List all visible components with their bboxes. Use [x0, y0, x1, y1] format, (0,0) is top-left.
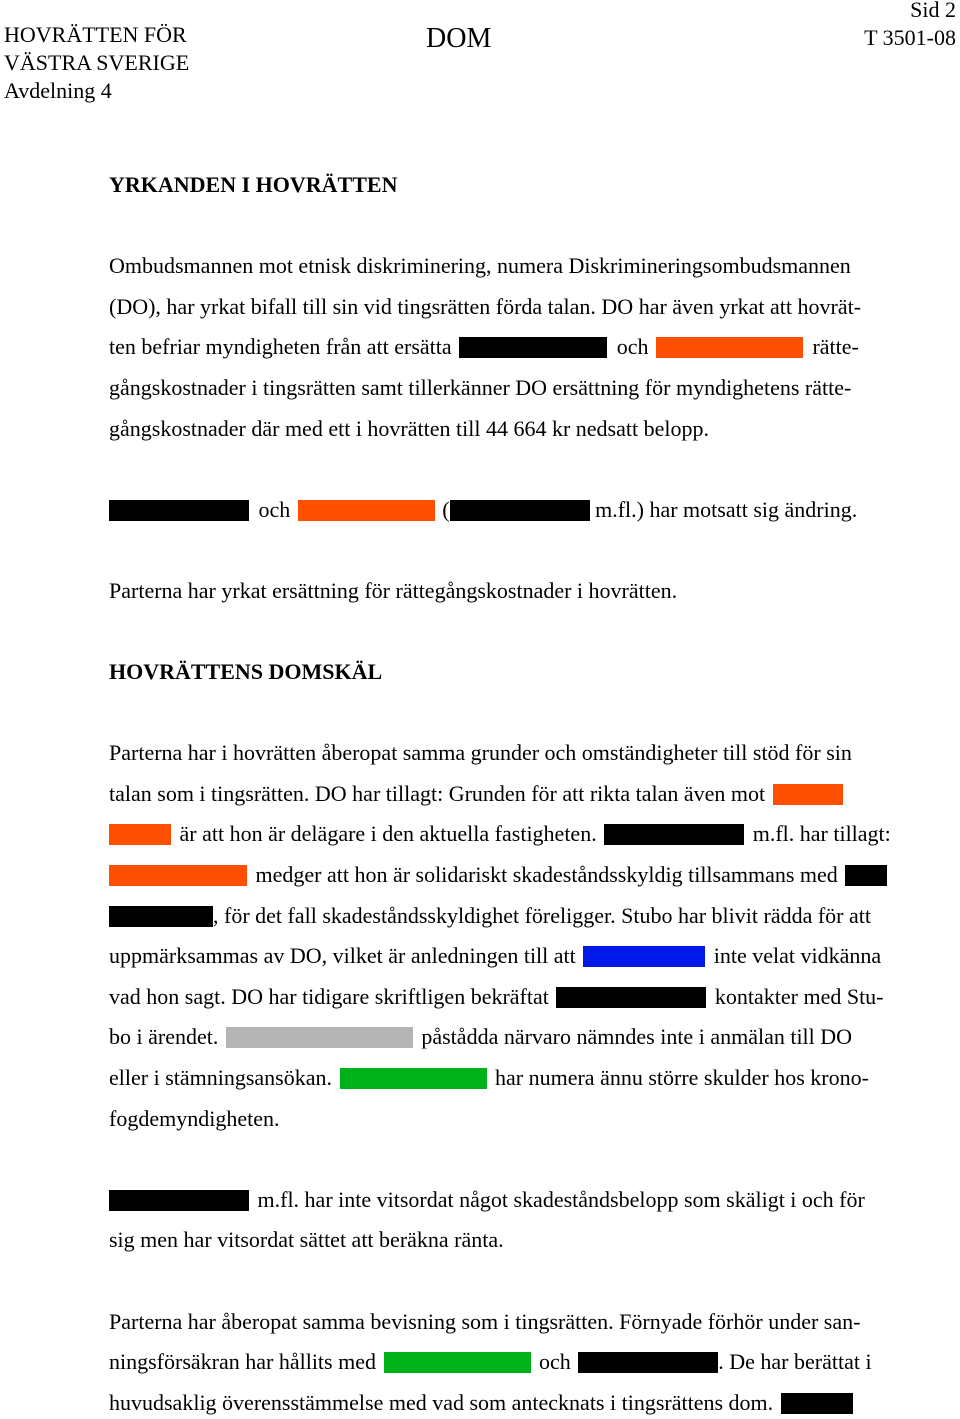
- redaction-black: [109, 906, 213, 927]
- text-fragment: och: [539, 1349, 571, 1374]
- text-fragment: uppmärksammas av DO, vilket är anledningen till att: [109, 943, 576, 968]
- text-fragment: och: [258, 497, 291, 522]
- page-number: Sid 2: [910, 0, 956, 22]
- redaction-gray: [226, 1027, 413, 1048]
- text-fragment: är att hon är delägare i den aktuella fastigheten.: [179, 821, 597, 846]
- text-fragment: m.fl. har tillagt:: [752, 821, 891, 846]
- redaction-black: [109, 1190, 249, 1211]
- text-line: [109, 983, 884, 1011]
- text-fragment: ningsförsäkran har hållits med: [109, 1349, 376, 1374]
- text-line: [109, 820, 891, 848]
- redaction-black: [845, 865, 887, 886]
- reasons-heading: HOVRÄTTENS DOMSKÄL: [109, 659, 383, 684]
- text-line: [109, 902, 871, 930]
- text-line: [109, 1064, 869, 1092]
- redaction-blue: [583, 946, 705, 967]
- text-line: gångskostnader i tingsrätten samt tillerkänner DO ersättning för myndighetens rätte-: [109, 375, 852, 400]
- text-fragment: m.fl.) har motsatt sig ändring.: [595, 497, 858, 522]
- text-line: Parterna har yrkat ersättning för rättegångskostnader i hovrätten.: [109, 578, 678, 603]
- text-line: [109, 1389, 853, 1417]
- text-line: [109, 496, 857, 524]
- redaction-orange: [109, 865, 247, 886]
- redaction-black: [556, 987, 706, 1008]
- redaction-black: [781, 1393, 853, 1414]
- redaction-orange: [109, 824, 171, 845]
- text-fragment: eller i stämningsansökan.: [109, 1065, 333, 1090]
- text-line: [109, 333, 859, 361]
- redaction-orange: [773, 784, 843, 805]
- text-line: fogdemyndigheten.: [109, 1106, 280, 1131]
- text-fragment: och: [616, 334, 649, 359]
- redaction-black: [450, 500, 590, 521]
- text-line: Parterna har åberopat samma bevisning som i tingsrätten. Förnyade förhör under san-: [109, 1309, 861, 1334]
- text-fragment: medger att hon är solidariskt skadeståndsskyldig tillsammans med: [255, 862, 838, 887]
- redaction-black: [459, 337, 607, 358]
- text-fragment: huvudsaklig överensstämmelse med vad som antecknats i tingsrättens dom.: [109, 1390, 774, 1415]
- text-fragment: har numera ännu större skulder hos krono-: [495, 1065, 869, 1090]
- text-line: [109, 861, 887, 889]
- text-fragment: . De har berättat i: [718, 1349, 872, 1374]
- text-fragment: påstådda närvaro nämndes inte i anmälan till DO: [421, 1024, 853, 1049]
- redaction-black: [109, 500, 249, 521]
- text-fragment: bo i ärendet.: [109, 1024, 219, 1049]
- text-line: Parterna har i hovrätten åberopat samma grunder och omständigheter till stöd för sin: [109, 740, 852, 765]
- redaction-green: [384, 1352, 531, 1373]
- court-name-line1: HOVRÄTTEN FÖR: [4, 22, 187, 47]
- page-info: [864, 0, 956, 52]
- text-line: Ombudsmannen mot etnisk diskriminering, numera Diskrimineringsombudsmannen: [109, 253, 851, 278]
- text-line: (DO), har yrkat bifall till sin vid tingsrätten förda talan. DO har även yrkat att hovrät-: [109, 294, 862, 319]
- court-name: [4, 21, 189, 105]
- text-line: [109, 1186, 865, 1214]
- court-name-line2: VÄSTRA SVERIGE: [4, 50, 190, 75]
- redaction-green: [340, 1068, 487, 1089]
- text-fragment: vad hon sagt. DO har tidigare skriftligen bekräftat: [109, 984, 549, 1009]
- text-fragment: talan som i tingsrätten. DO har tillagt: Grunden för att rikta talan även mot: [109, 781, 766, 806]
- case-number: T 3501-08: [864, 25, 956, 50]
- redaction-black: [604, 824, 744, 845]
- text-fragment: m.fl. har inte vitsordat något skadeståndsbelopp som skäligt i och för: [257, 1187, 865, 1212]
- document-type: DOM: [426, 23, 492, 54]
- text-line: sig men har vitsordat sättet att beräkna ränta.: [109, 1227, 504, 1252]
- text-line: [109, 780, 843, 808]
- text-line: [109, 1023, 852, 1051]
- redaction-black: [578, 1352, 718, 1373]
- redaction-orange: [298, 500, 435, 521]
- text-fragment: rätte-: [812, 334, 859, 359]
- text-line: [109, 942, 881, 970]
- text-fragment: inte velat vidkänna: [713, 943, 882, 968]
- redaction-orange: [656, 337, 803, 358]
- text-line: gångskostnader där med ett i hovrätten till 44 664 kr nedsatt belopp.: [109, 416, 709, 441]
- text-fragment: ten befriar myndigheten från att ersätta: [109, 334, 452, 359]
- text-line: [109, 1348, 872, 1376]
- text-fragment: kontakter med Stu-: [714, 984, 884, 1009]
- division: Avdelning 4: [4, 78, 112, 103]
- claims-heading: YRKANDEN I HOVRÄTTEN: [109, 172, 398, 197]
- text-fragment: , för det fall skadeståndsskyldighet föreligger. Stubo har blivit räddа för att: [213, 903, 872, 928]
- text-fragment: (: [442, 497, 450, 522]
